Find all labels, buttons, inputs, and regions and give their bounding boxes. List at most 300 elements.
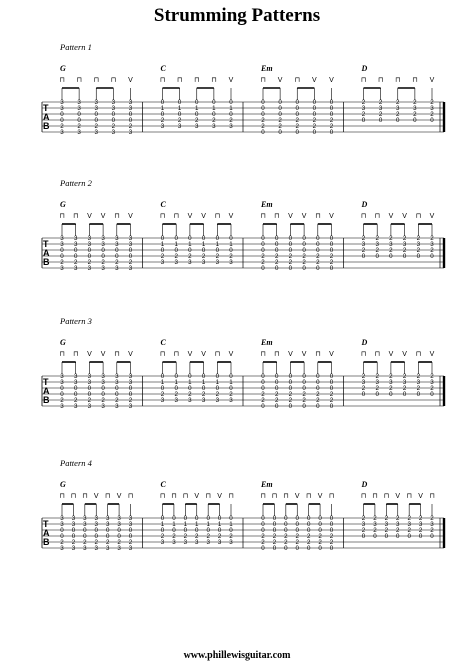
- fret-number: 2: [278, 123, 282, 131]
- fret-number: 0: [177, 111, 182, 119]
- fret-number: 3: [115, 403, 119, 411]
- fret-number: 0: [329, 111, 334, 119]
- fret-number: 0: [361, 533, 366, 541]
- fret-number: 0: [384, 533, 389, 541]
- fret-number: 2: [361, 111, 366, 119]
- fret-number: 0: [77, 111, 81, 119]
- fret-number: 0: [302, 379, 306, 387]
- fret-number: 3: [111, 99, 116, 107]
- fret-number: 2: [361, 99, 366, 107]
- fret-number: 3: [402, 241, 407, 249]
- fret-number: 3: [87, 373, 92, 381]
- fret-number: 2: [215, 253, 220, 261]
- fret-number: 0: [101, 253, 105, 261]
- fret-number: 0: [329, 241, 334, 249]
- fret-number: 3: [73, 241, 78, 249]
- fret-number: 0: [272, 527, 277, 535]
- chord-name: C: [160, 338, 166, 347]
- fret-number: 0: [60, 247, 64, 255]
- fret-number: 0: [94, 533, 98, 541]
- fret-number: 0: [128, 385, 133, 393]
- downstroke-icon: ⊓: [273, 213, 280, 220]
- tab-letter: A: [43, 528, 50, 538]
- fret-number: 3: [160, 397, 165, 405]
- fret-number: 0: [329, 265, 334, 273]
- chord-name: Em: [261, 200, 273, 209]
- fret-number: 0: [105, 533, 110, 541]
- fret-number: 1: [215, 379, 220, 387]
- pattern-block: [0, 458, 474, 598]
- fret-number: 0: [295, 99, 299, 107]
- fret-number: 0: [128, 111, 133, 119]
- fret-number: 3: [60, 99, 64, 107]
- fret-number: 3: [83, 515, 87, 523]
- fret-number: 3: [361, 521, 366, 529]
- fret-number: 0: [288, 385, 293, 393]
- fret-number: 2: [329, 123, 334, 131]
- fret-number: 3: [94, 515, 98, 523]
- fret-number: 2: [177, 117, 182, 125]
- fret-number: 0: [174, 385, 178, 393]
- downstroke-icon: ⊓: [260, 77, 266, 84]
- fret-number: 0: [306, 515, 311, 523]
- downstroke-icon: ⊓: [360, 213, 367, 220]
- upstroke-icon: V: [294, 493, 300, 500]
- downstroke-icon: ⊓: [173, 351, 179, 358]
- fret-number: 2: [174, 391, 178, 399]
- fret-number: 2: [329, 397, 334, 405]
- fret-number: 2: [288, 397, 293, 405]
- fret-number: 3: [71, 515, 76, 523]
- fret-number: 0: [329, 235, 334, 243]
- fret-number: 0: [274, 403, 279, 411]
- fret-number: 3: [212, 123, 216, 131]
- fret-number: 2: [416, 385, 421, 393]
- fret-number: 0: [215, 373, 220, 381]
- fret-number: 3: [217, 539, 222, 547]
- fret-number: 0: [229, 111, 233, 119]
- fret-number: 0: [201, 385, 206, 393]
- downstroke-icon: ⊓: [159, 213, 166, 220]
- fret-number: 2: [375, 385, 379, 393]
- fret-number: 0: [284, 545, 288, 553]
- chord-name: C: [160, 200, 166, 209]
- fret-number: 0: [160, 527, 165, 535]
- fret-number: 0: [261, 105, 265, 113]
- fret-number: 3: [73, 379, 78, 387]
- fret-number: 0: [212, 111, 216, 119]
- fret-number: 0: [201, 235, 206, 243]
- fret-number: 0: [261, 373, 265, 381]
- downstroke-icon: ⊓: [93, 77, 99, 84]
- fret-number: 2: [295, 533, 299, 541]
- fret-number: 0: [329, 379, 334, 387]
- fret-number: 0: [274, 235, 279, 243]
- fret-number: 0: [60, 391, 64, 399]
- fret-number: 0: [316, 235, 320, 243]
- fret-number: 2: [261, 397, 265, 405]
- fret-number: 0: [284, 515, 288, 523]
- upstroke-icon: V: [288, 213, 293, 220]
- fret-number: 2: [60, 259, 64, 267]
- fret-number: 2: [375, 373, 379, 381]
- fret-number: 1: [229, 379, 233, 387]
- fret-number: 2: [312, 123, 317, 131]
- fret-number: 2: [396, 111, 400, 119]
- fret-number: 0: [329, 521, 334, 529]
- downstroke-icon: ⊓: [360, 351, 367, 358]
- fret-number: 2: [94, 123, 98, 131]
- fret-number: 2: [329, 539, 334, 547]
- fret-number: 3: [101, 241, 105, 249]
- fret-number: 3: [229, 397, 233, 405]
- fret-number: 3: [73, 403, 78, 411]
- fret-number: 0: [195, 515, 199, 523]
- fret-number: 3: [215, 397, 220, 405]
- fret-number: 0: [407, 533, 411, 541]
- fret-number: 0: [284, 521, 288, 529]
- fret-number: 2: [274, 259, 279, 267]
- upstroke-icon: V: [100, 213, 106, 220]
- fret-number: 2: [94, 539, 98, 547]
- pattern-block: [0, 42, 474, 182]
- fret-number: 0: [87, 253, 92, 261]
- fret-number: 2: [396, 99, 400, 107]
- fret-number: 0: [172, 515, 176, 523]
- fret-number: 0: [378, 117, 383, 125]
- fret-number: 0: [278, 105, 282, 113]
- fret-number: 0: [60, 385, 64, 393]
- fret-number: 0: [117, 527, 121, 535]
- fret-number: 1: [188, 379, 192, 387]
- fret-number: 0: [229, 515, 233, 523]
- fret-number: 0: [261, 403, 265, 411]
- fret-number: 2: [430, 527, 434, 535]
- fret-number: 3: [128, 241, 133, 249]
- upstroke-icon: V: [388, 351, 394, 358]
- fret-number: 3: [73, 235, 78, 243]
- fret-number: 2: [306, 539, 311, 547]
- fret-number: 3: [229, 259, 233, 267]
- fret-number: 3: [105, 515, 110, 523]
- fret-number: 0: [261, 379, 265, 387]
- fret-number: 0: [261, 515, 265, 523]
- fret-number: 0: [318, 545, 322, 553]
- fret-number: 2: [373, 527, 377, 535]
- upstroke-icon: V: [187, 351, 193, 358]
- fret-number: 0: [215, 385, 220, 393]
- upstroke-icon: V: [201, 351, 206, 358]
- fret-number: 3: [201, 397, 206, 405]
- downstroke-icon: ⊓: [72, 351, 79, 358]
- upstroke-icon: V: [301, 213, 307, 220]
- fret-number: 2: [302, 397, 306, 405]
- fret-number: 3: [430, 241, 434, 249]
- fret-number: 0: [261, 235, 265, 243]
- chord-name: G: [60, 200, 66, 209]
- fret-number: 0: [278, 129, 282, 137]
- fret-number: 0: [373, 533, 377, 541]
- fret-number: 1: [160, 105, 165, 113]
- fret-number: 3: [94, 545, 98, 553]
- fret-number: 0: [272, 521, 277, 529]
- fret-number: 2: [375, 235, 379, 243]
- fret-number: 2: [83, 539, 87, 547]
- fret-number: 1: [201, 379, 206, 387]
- fret-number: 0: [160, 385, 165, 393]
- tab-letter: A: [43, 248, 50, 258]
- fret-number: 0: [160, 99, 165, 107]
- fret-number: 0: [302, 235, 306, 243]
- fret-number: 1: [174, 241, 178, 249]
- fret-number: 2: [272, 533, 277, 541]
- fret-number: 3: [396, 105, 400, 113]
- upstroke-icon: V: [301, 351, 307, 358]
- fret-number: 2: [115, 259, 119, 267]
- tab-letter: A: [43, 386, 50, 396]
- fret-number: 2: [87, 259, 92, 267]
- downstroke-icon: ⊓: [377, 77, 384, 84]
- fret-number: 0: [261, 527, 265, 535]
- fret-number: 2: [160, 391, 165, 399]
- fret-number: 0: [183, 527, 188, 535]
- fret-number: 0: [302, 265, 306, 273]
- fret-number: 0: [295, 515, 299, 523]
- fret-number: 1: [195, 521, 199, 529]
- downstroke-icon: ⊓: [395, 77, 401, 84]
- fret-number: 2: [111, 123, 116, 131]
- fret-number: 3: [115, 379, 119, 387]
- fret-number: 0: [274, 373, 279, 381]
- fret-number: 3: [195, 539, 199, 547]
- fret-number: 0: [71, 533, 76, 541]
- downstroke-icon: ⊓: [114, 351, 120, 358]
- fret-number: 3: [430, 379, 434, 387]
- fret-number: 1: [160, 521, 165, 529]
- fret-number: 2: [71, 539, 76, 547]
- fret-number: 3: [128, 521, 133, 529]
- upstroke-icon: V: [87, 213, 92, 220]
- fret-number: 0: [111, 117, 116, 125]
- fret-number: 3: [87, 265, 92, 273]
- fret-number: 0: [418, 533, 423, 541]
- fret-number: 0: [212, 99, 216, 107]
- fret-number: 0: [274, 241, 279, 249]
- fret-number: 3: [83, 521, 87, 529]
- fret-number: 2: [217, 533, 222, 541]
- fret-number: 1: [201, 241, 206, 249]
- fret-number: 0: [83, 527, 87, 535]
- fret-number: 2: [261, 253, 265, 261]
- downstroke-icon: ⊓: [383, 493, 390, 500]
- fret-number: 2: [402, 385, 407, 393]
- fret-number: 3: [229, 123, 233, 131]
- fret-number: 3: [418, 521, 423, 529]
- downstroke-icon: ⊓: [104, 493, 111, 500]
- fret-number: 0: [128, 117, 133, 125]
- downstroke-icon: ⊓: [72, 213, 79, 220]
- fret-number: 3: [101, 403, 105, 411]
- fret-number: 2: [430, 235, 434, 243]
- fret-number: 2: [378, 111, 383, 119]
- fret-number: 2: [261, 533, 265, 541]
- footer-url[interactable]: www.phillewisguitar.com: [183, 650, 291, 661]
- downstroke-icon: ⊓: [415, 351, 422, 358]
- fret-number: 0: [396, 117, 400, 125]
- fret-number: 0: [302, 247, 306, 255]
- fret-number: 0: [261, 241, 265, 249]
- pattern-label: Pattern 1: [60, 42, 92, 52]
- fret-number: 2: [407, 515, 411, 523]
- downstroke-icon: ⊓: [194, 77, 200, 84]
- fret-number: 0: [402, 253, 407, 261]
- fret-number: 2: [329, 533, 334, 541]
- upstroke-icon: V: [395, 493, 401, 500]
- fret-number: 2: [188, 253, 192, 261]
- fret-number: 3: [71, 545, 76, 553]
- upstroke-icon: V: [128, 351, 133, 358]
- fret-number: 3: [361, 241, 366, 249]
- fret-number: 2: [416, 235, 421, 243]
- fret-number: 3: [430, 105, 434, 113]
- downstroke-icon: ⊓: [70, 493, 77, 500]
- chord-name: Em: [261, 480, 273, 489]
- fret-number: 3: [229, 539, 233, 547]
- tab-letter: B: [43, 257, 50, 267]
- fret-number: 3: [77, 129, 81, 137]
- fret-number: 0: [295, 111, 299, 119]
- downstroke-icon: ⊓: [273, 351, 280, 358]
- fret-number: 0: [329, 99, 334, 107]
- downstroke-icon: ⊓: [328, 493, 335, 500]
- downstroke-icon: ⊓: [415, 213, 422, 220]
- fret-number: 0: [402, 391, 407, 399]
- tab-letter: B: [43, 121, 50, 131]
- fret-number: 2: [117, 539, 121, 547]
- chord-name: D: [361, 64, 368, 73]
- fret-number: 2: [172, 533, 176, 541]
- downstroke-icon: ⊓: [59, 493, 65, 500]
- fret-number: 0: [83, 533, 87, 541]
- fret-number: 3: [128, 403, 133, 411]
- fret-number: 0: [302, 403, 306, 411]
- upstroke-icon: V: [228, 77, 234, 84]
- fret-number: 2: [396, 515, 400, 523]
- fret-number: 3: [361, 379, 366, 387]
- fret-number: 2: [229, 533, 233, 541]
- fret-number: 0: [183, 515, 188, 523]
- downstroke-icon: ⊓: [211, 77, 217, 84]
- fret-number: 0: [295, 129, 299, 137]
- fret-number: 2: [201, 253, 206, 261]
- fret-number: 2: [407, 527, 411, 535]
- fret-number: 0: [188, 235, 192, 243]
- fret-number: 3: [160, 259, 165, 267]
- fret-number: 2: [402, 235, 407, 243]
- upstroke-icon: V: [228, 351, 234, 358]
- fret-number: 2: [295, 539, 299, 547]
- fret-number: 0: [302, 241, 306, 249]
- downstroke-icon: ⊓: [283, 493, 289, 500]
- fret-number: 1: [229, 105, 233, 113]
- fret-number: 3: [117, 545, 121, 553]
- fret-number: 0: [430, 533, 434, 541]
- fret-number: 0: [261, 385, 265, 393]
- fret-number: 0: [60, 111, 64, 119]
- fret-number: 0: [261, 521, 265, 529]
- fret-number: 3: [373, 521, 377, 529]
- fret-number: 0: [274, 247, 279, 255]
- fret-number: 3: [60, 403, 64, 411]
- fret-number: 3: [60, 515, 64, 523]
- fret-number: 3: [73, 265, 78, 273]
- fret-number: 2: [329, 259, 334, 267]
- upstroke-icon: V: [388, 213, 394, 220]
- fret-number: 0: [261, 99, 265, 107]
- fret-number: 2: [128, 123, 133, 131]
- fret-number: 1: [195, 105, 199, 113]
- fret-number: 3: [105, 521, 110, 529]
- fret-number: 3: [413, 105, 417, 113]
- upstroke-icon: V: [194, 493, 200, 500]
- downstroke-icon: ⊓: [59, 213, 65, 220]
- fret-number: 2: [402, 247, 407, 255]
- fret-number: 0: [195, 99, 199, 107]
- fret-number: 0: [288, 241, 293, 249]
- downstroke-icon: ⊓: [360, 77, 367, 84]
- fret-number: 2: [361, 527, 366, 535]
- fret-number: 0: [174, 247, 178, 255]
- fret-number: 3: [160, 123, 165, 131]
- fret-number: 0: [284, 527, 288, 535]
- chord-name: D: [361, 480, 368, 489]
- fret-number: 3: [115, 265, 119, 273]
- fret-number: 2: [73, 259, 78, 267]
- fret-number: 3: [94, 99, 98, 107]
- fret-number: 2: [101, 397, 105, 405]
- fret-number: 2: [361, 247, 366, 255]
- fret-number: 3: [407, 521, 411, 529]
- downstroke-icon: ⊓: [159, 77, 166, 84]
- tab-letter: T: [43, 103, 49, 113]
- pattern-block: [0, 178, 474, 318]
- tab-letter: T: [43, 239, 49, 249]
- fret-number: 2: [389, 235, 393, 243]
- fret-number: 2: [201, 391, 206, 399]
- fret-number: 1: [160, 241, 165, 249]
- fret-number: 2: [316, 391, 320, 399]
- downstroke-icon: ⊓: [412, 77, 418, 84]
- fret-number: 0: [87, 247, 92, 255]
- fret-number: 0: [295, 545, 299, 553]
- downstroke-icon: ⊓: [260, 213, 266, 220]
- fret-number: 0: [329, 545, 334, 553]
- fret-number: 0: [206, 527, 210, 535]
- fret-number: 2: [389, 385, 393, 393]
- fret-number: 0: [288, 247, 293, 255]
- fret-number: 3: [361, 105, 366, 113]
- fret-number: 3: [128, 373, 133, 381]
- fret-number: 3: [77, 99, 81, 107]
- fret-number: 2: [174, 253, 178, 261]
- tab-staff: [0, 42, 474, 182]
- fret-number: 3: [111, 105, 116, 113]
- fret-number: 0: [71, 527, 76, 535]
- fret-number: 3: [128, 105, 133, 113]
- fret-number: 3: [430, 521, 434, 529]
- fret-number: 1: [229, 241, 233, 249]
- tab-staff: [0, 178, 474, 318]
